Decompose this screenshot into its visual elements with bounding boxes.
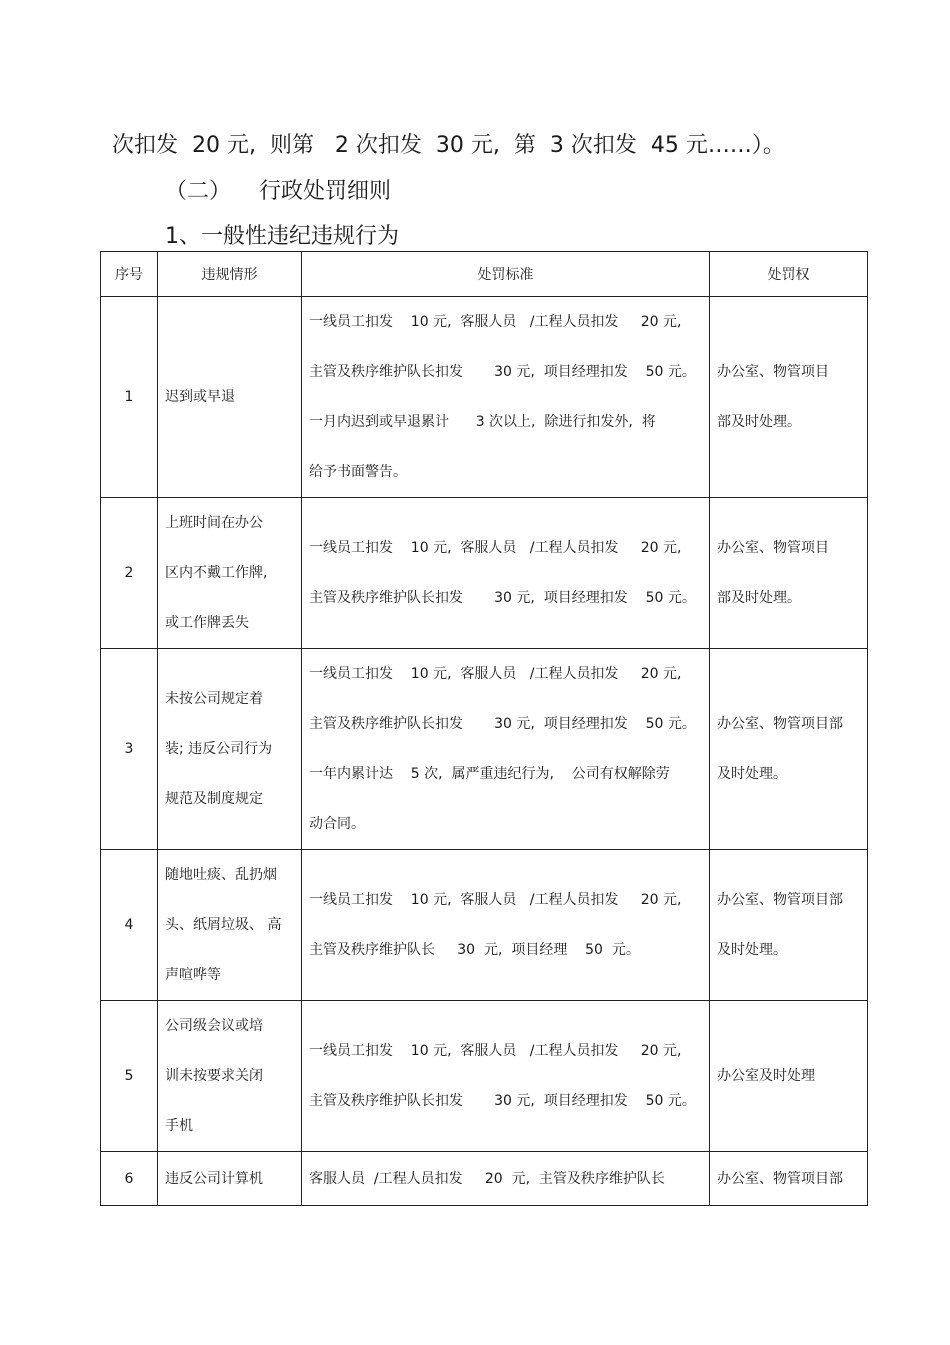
violation-case [158,498,302,649]
case-line: 头、纸屑垃圾、 高 [165,917,282,933]
violation-case [158,850,302,1001]
table-header-row [101,252,868,297]
case-line: 规范及制度规定 [165,791,263,807]
standard-line: 动合同。 [309,816,365,832]
row-number: 2 [101,498,158,649]
standard-line: 给予书面警告。 [309,464,407,480]
table-row [101,1001,868,1152]
authority-line: 及时处理。 [717,942,787,958]
violation-case [158,1001,302,1152]
row-number: 6 [101,1152,158,1206]
case-line: 公司级会议或培 [165,1018,263,1034]
table-row [101,498,868,649]
standard-line: 客服人员 /工程人员扣发 20 元, 主管及秩序维护队长 [309,1170,665,1187]
header-standard: 处罚标准 [302,252,710,297]
standard-line: 主管及秩序维护队长 30 元, 项目经理 50 元。 [309,942,640,958]
standard-line: 一线员工扣发 10 元, 客服人员 /工程人员扣发 20 元, [309,540,682,556]
penalty-authority [710,297,868,498]
standard-line: 主管及秩序维护队长扣发 30 元, 项目经理扣发 50 元。 [309,1093,696,1109]
case-line: 或工作牌丢失 [165,615,249,631]
violation-case [158,649,302,850]
case-line: 训未按要求关闭 [165,1068,263,1084]
header-no: 序号 [101,252,158,297]
authority-line: 办公室、物管项目 [717,540,829,556]
penalty-authority [710,850,868,1001]
penalty-table [100,251,868,1206]
penalty-standard [302,649,710,850]
table-row [101,649,868,850]
header-case: 违规情形 [158,252,302,297]
case-line: 未按公司规定着 [165,691,263,707]
penalty-authority [710,498,868,649]
authority-line: 部及时处理。 [717,590,801,606]
row-number: 5 [101,1001,158,1152]
case-line: 随地吐痰、乱扔烟 [165,867,277,883]
intro-text: 次扣发 20 元, 则第 2 次扣发 30 元, 第 3 次扣发 45 元……）。 [112,133,785,158]
case-line: 声喧哗等 [165,967,221,983]
authority-line: 办公室、物管项目部 [717,892,843,908]
section-heading: （二） 行政处罚细则 [165,179,391,204]
case-line: 区内不戴工作牌, [165,565,268,581]
penalty-standard [302,498,710,649]
violation-case [158,297,302,498]
standard-line: 一线员工扣发 10 元, 客服人员 /工程人员扣发 20 元, [309,314,682,330]
penalty-standard [302,297,710,498]
penalty-authority [710,1001,868,1152]
penalty-standard [302,1001,710,1152]
authority-line: 办公室、物管项目 [717,364,829,380]
table-row [101,850,868,1001]
authority-line: 办公室、物管项目部 [717,1170,843,1187]
standard-line: 一线员工扣发 10 元, 客服人员 /工程人员扣发 20 元, [309,892,682,908]
case-line: 上班时间在办公 [165,515,263,531]
standard-line: 主管及秩序维护队长扣发 30 元, 项目经理扣发 50 元。 [309,590,696,606]
violation-case [158,1152,302,1206]
case-line: 手机 [165,1118,193,1134]
standard-line: 一线员工扣发 10 元, 客服人员 /工程人员扣发 20 元, [309,1043,682,1059]
row-number: 4 [101,850,158,1001]
authority-line: 办公室、物管项目部 [717,716,843,732]
standard-line: 一月内迟到或早退累计 3 次以上, 除进行扣发外, 将 [309,414,656,430]
standard-line: 一年内累计达 5 次, 属严重违纪行为, 公司有权解除劳 [309,766,670,782]
standard-line: 主管及秩序维护队长扣发 30 元, 项目经理扣发 50 元。 [309,716,696,732]
penalty-standard [302,850,710,1001]
penalty-authority [710,649,868,850]
table-row [101,1152,868,1206]
header-authority: 处罚权 [710,252,868,297]
standard-line: 主管及秩序维护队长扣发 30 元, 项目经理扣发 50 元。 [309,364,696,380]
case-line: 迟到或早退 [165,389,235,405]
case-line: 装; 违反公司行为 [165,741,273,757]
authority-line: 办公室及时处理 [717,1068,815,1084]
case-line: 违反公司计算机 [165,1170,263,1187]
row-number: 3 [101,649,158,850]
table-row [101,297,868,498]
penalty-authority [710,1152,868,1206]
sub-heading: 1、一般性违纪违规行为 [165,224,399,249]
authority-line: 及时处理。 [717,766,787,782]
row-number: 1 [101,297,158,498]
standard-line: 一线员工扣发 10 元, 客服人员 /工程人员扣发 20 元, [309,666,682,682]
penalty-standard [302,1152,710,1206]
authority-line: 部及时处理。 [717,414,801,430]
